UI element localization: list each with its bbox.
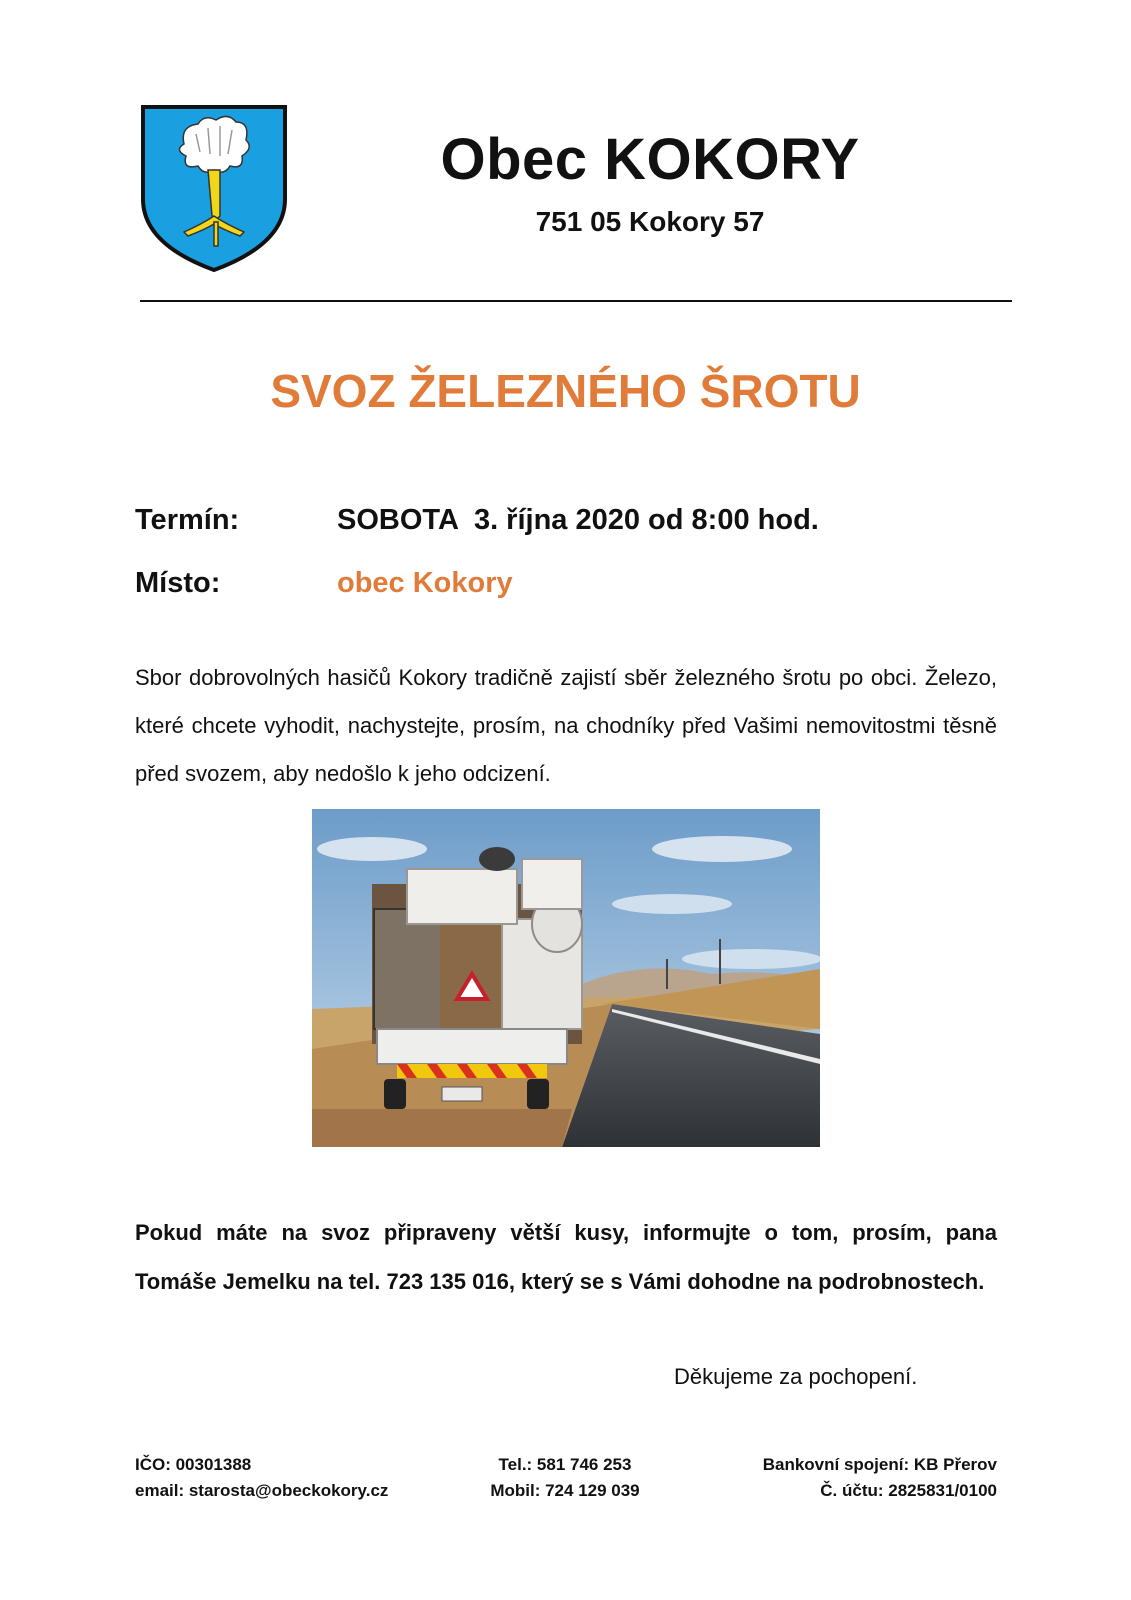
footer-left bbox=[135, 1452, 388, 1504]
village-crest-icon bbox=[140, 104, 288, 274]
misto-value: obec Kokory bbox=[337, 567, 513, 599]
footer-account: Č. účtu: 2825831/0100 bbox=[820, 1481, 997, 1500]
footer-ico: IČO: 00301388 bbox=[135, 1455, 252, 1474]
contact-note: Pokud máte na svoz připraveny větší kusy, informujte o tom, prosím, pana Tomáše Jemelku na tel. 723 135 016, který se s Vámi dohodne na podrobnostech. bbox=[135, 1220, 997, 1294]
footer-bank: Bankovní spojení: KB Přerov bbox=[762, 1455, 997, 1474]
address: 751 05 Kokory 57 bbox=[535, 206, 765, 237]
termin-value: SOBOTA 3. října 2020 od 8:00 hod. bbox=[337, 504, 819, 536]
misto-label: Místo: bbox=[135, 567, 221, 599]
footer-middle bbox=[450, 1452, 680, 1504]
footer-right bbox=[697, 1452, 997, 1504]
thanks-text: Děkujeme za pochopení. bbox=[674, 1364, 918, 1389]
scrap-truck-photo bbox=[312, 809, 820, 1147]
header-divider bbox=[140, 300, 1012, 302]
footer-mobil: Mobil: 724 129 039 bbox=[490, 1481, 640, 1500]
headline: SVOZ ŽELEZNÉHO ŠROTU bbox=[270, 365, 861, 417]
intro-paragraph: Sbor dobrovolných hasičů Kokory tradičně zajistí sběr železného šrotu po obci. Železo, které chcete vyhodit, nachystejte, prosím, na chodníky před Vašimi nemovitostmi těsně před svozem, aby nedošlo k jeho odcizení. bbox=[135, 665, 997, 786]
footer-tel: Tel.: 581 746 253 bbox=[498, 1455, 632, 1474]
footer-email: email: starosta@obeckokory.cz bbox=[135, 1481, 389, 1500]
termin-label: Termín: bbox=[135, 504, 240, 536]
page-title: Obec KOKORY bbox=[440, 127, 860, 192]
